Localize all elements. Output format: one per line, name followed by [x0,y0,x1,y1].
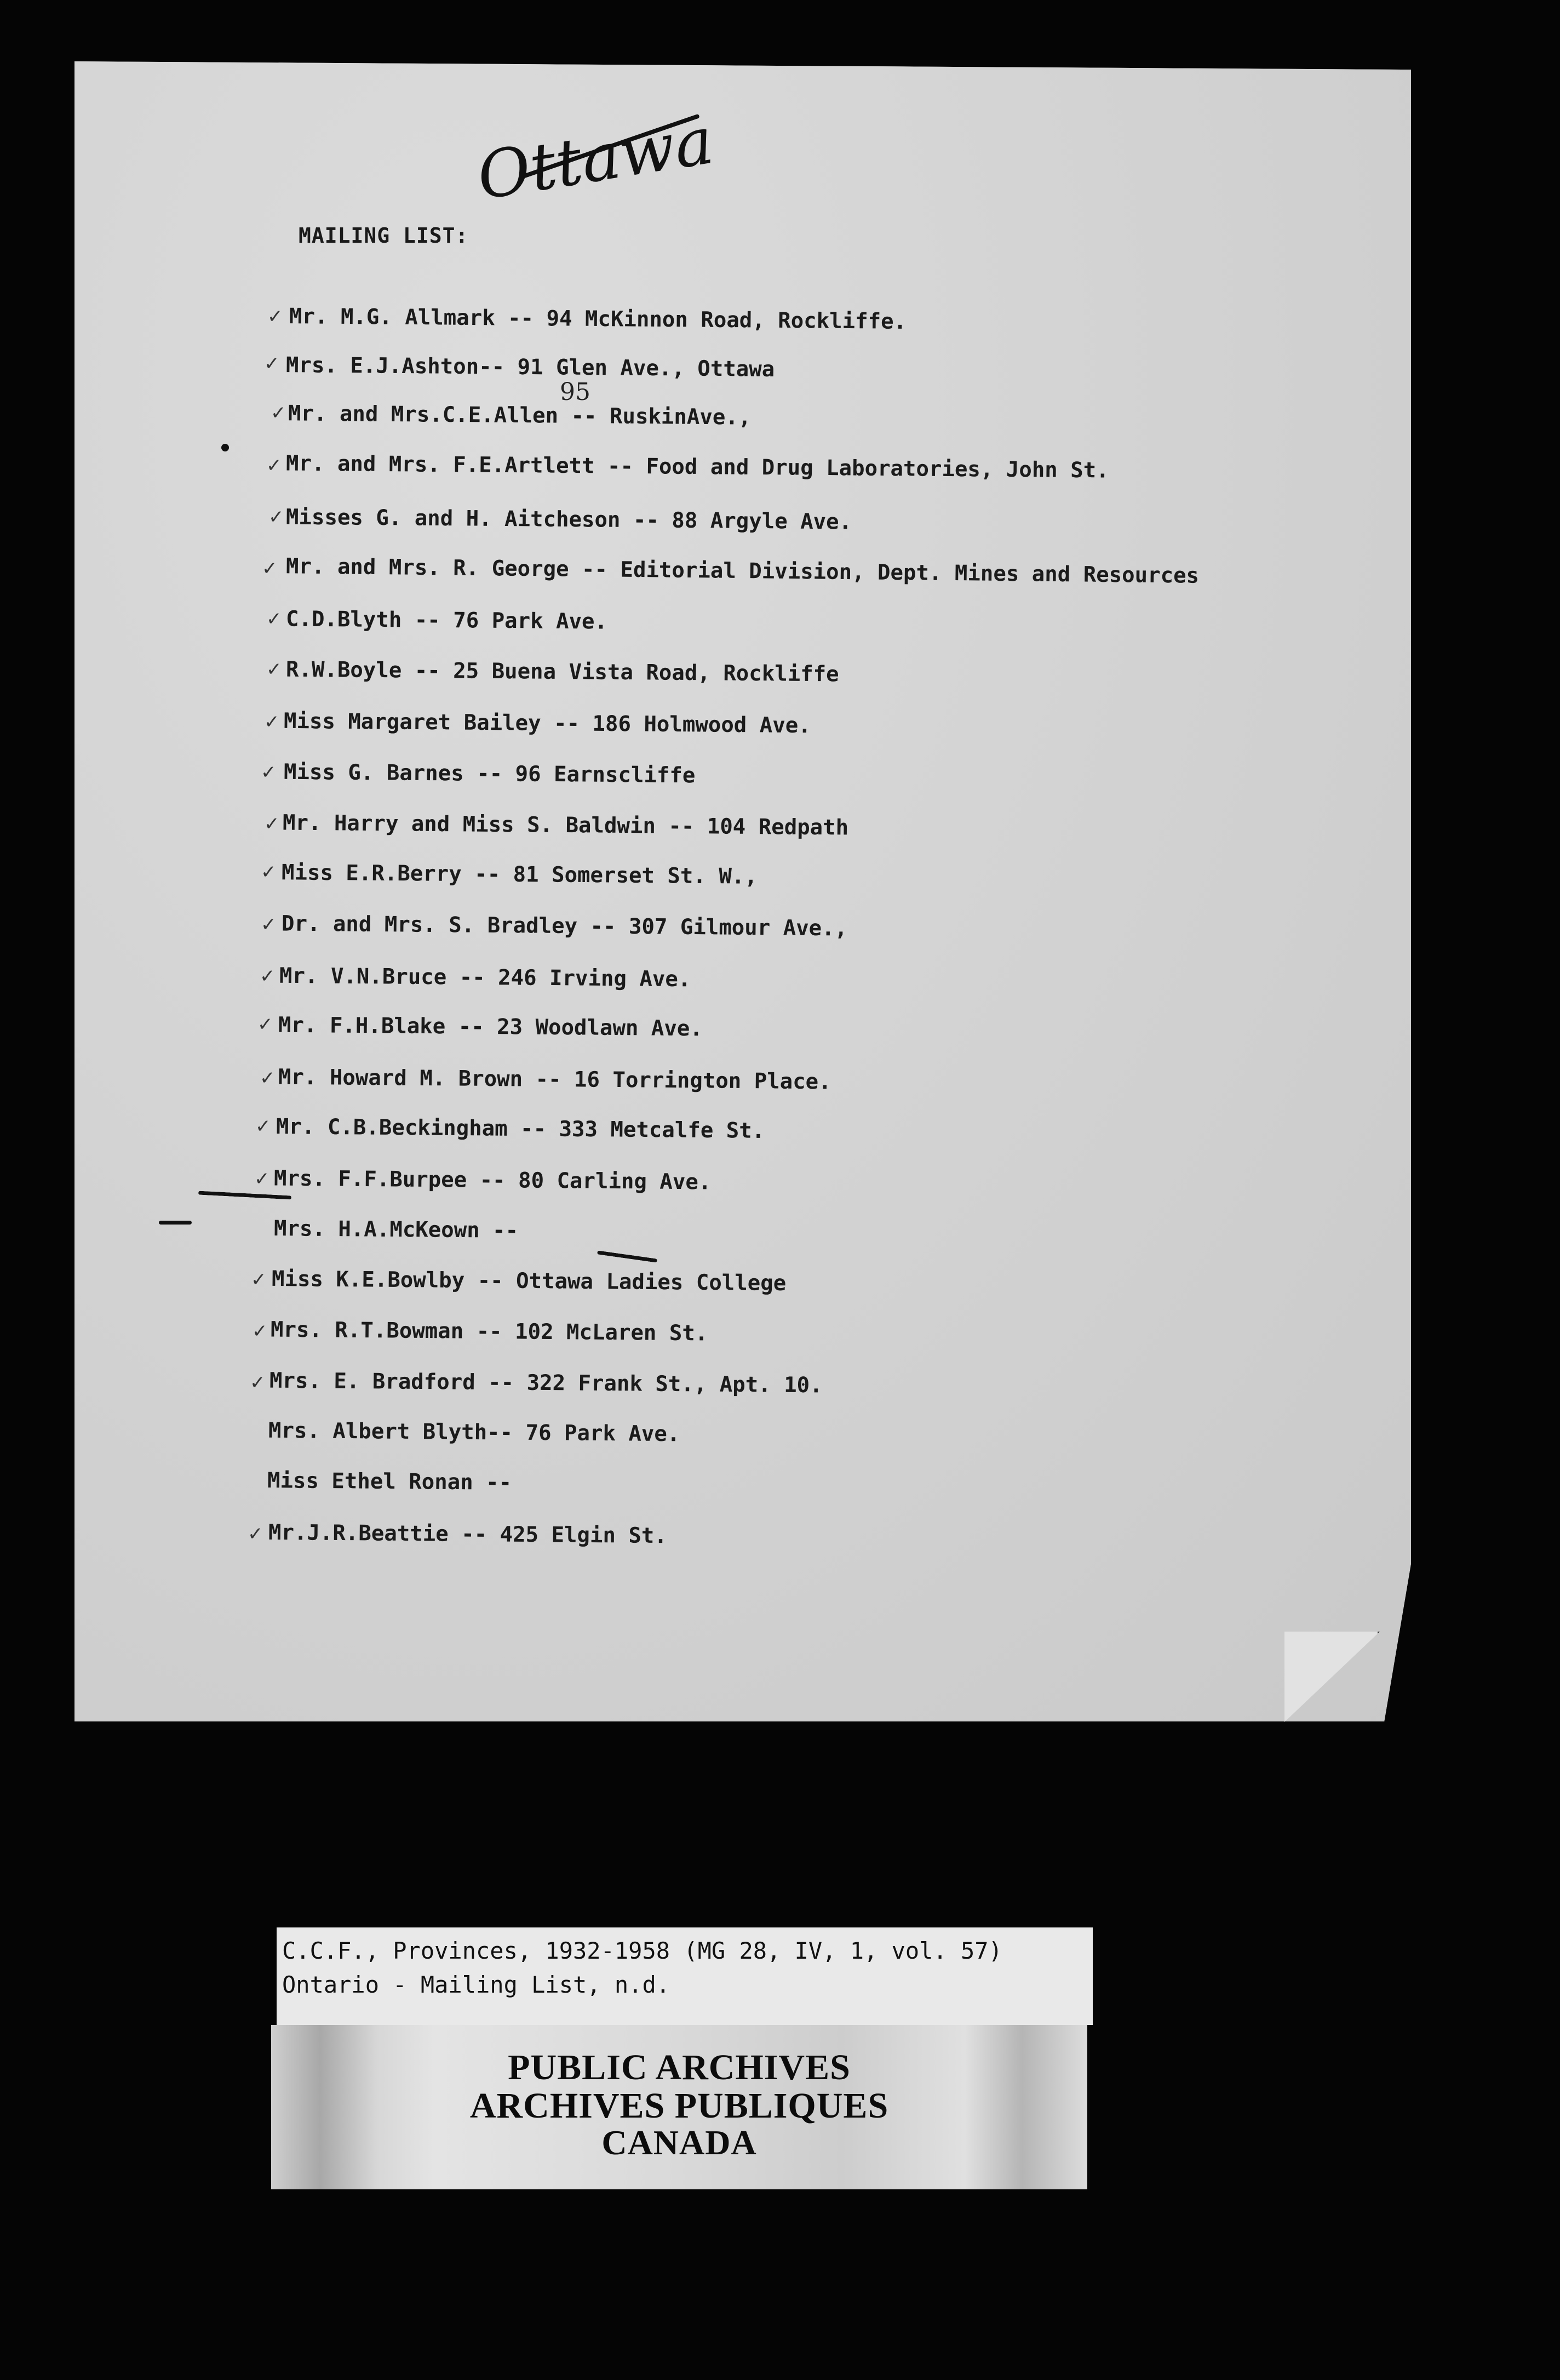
list-item: Miss K.E.Bowlby -- Ottawa Ladies College [271,1266,787,1296]
list-item: C.D.Blyth -- 76 Park Ave. [285,607,608,634]
list-item: Mrs. H.A.McKeown -- [273,1216,519,1243]
check-mark: ✓ [266,659,282,680]
check-mark: ✓ [254,1168,270,1190]
label-line-reference: C.C.F., Provinces, 1932-1958 (MG 28, IV, 1, vol. 57) [282,1937,1002,1964]
list-item: Miss Margaret Bailey -- 186 Holmwood Ave. [283,708,811,739]
check-mark: ✓ [268,506,284,528]
stamp-line-3: CANADA [601,2123,757,2162]
check-mark: ✓ [261,914,277,936]
archive-label [277,1927,1093,2025]
list-item: Mr. C.B.Beckingham -- 333 Metcalfe St. [276,1114,765,1143]
check-mark: ✓ [252,1320,268,1342]
check-mark: ✓ [267,306,283,328]
check-mark: ✓ [262,558,278,580]
list-item: Mr. F.H.Blake -- 23 Woodlawn Ave. [278,1012,703,1042]
check-mark: ✓ [264,353,280,375]
list-item: Mrs. E.J.Ashton-- 91 Glen Ave., Ottawa [285,353,775,382]
list-item: Dr. and Mrs. S. Bradley -- 307 Gilmour Ave., [281,911,848,941]
check-mark: ✓ [260,965,276,987]
check-mark: ✓ [251,1269,267,1291]
list-item: Mr. V.N.Bruce -- 246 Irving Ave. [279,963,691,992]
list-item: Mr. and Mrs. F.E.Artlett -- Food and Drug Laboratories, John St. [285,451,1109,483]
check-mark: ✓ [266,455,282,477]
list-item: Mrs. E. Bradford -- 322 Frank St., Apt. 10. [269,1368,823,1398]
check-mark: ✓ [266,608,282,630]
margin-pen-mark [159,1221,192,1225]
handwritten-insert: 95 [560,378,590,406]
check-mark: ✓ [255,1115,271,1137]
list-item: Misses G. and H. Aitcheson -- 88 Argyle Ave. [285,505,852,535]
archives-stamp [271,2025,1087,2189]
list-item: Mr. M.G. Allmark -- 94 McKinnon Road, Rockliffe. [289,304,907,334]
stamp-line-1: PUBLIC ARCHIVES [508,2047,851,2087]
check-mark: ✓ [261,861,277,883]
list-item: Mr. Howard M. Brown -- 16 Torrington Place. [278,1065,831,1095]
list-item: Mr.J.R.Beattie -- 425 Elgin St. [268,1520,668,1549]
list-item: Mrs. Albert Blyth-- 76 Park Ave. [268,1418,680,1447]
check-mark: ✓ [260,1067,276,1089]
check-mark: ✓ [257,1014,273,1035]
list-item: Miss E.R.Berry -- 81 Somerset St. W., [281,860,758,889]
check-mark: ✓ [261,762,277,783]
list-item: Mr. and Mrs. R. George -- Editorial Division, Dept. Mines and Resources [285,554,1200,588]
check-mark: ✓ [264,813,280,835]
list-item: Miss G. Barnes -- 96 Earnscliffe [283,759,696,788]
check-mark: ✓ [264,711,280,733]
stamp-line-2: ARCHIVES PUBLIQUES [469,2086,889,2126]
check-mark: ✓ [248,1523,263,1545]
check-mark: ✓ [271,402,286,424]
list-item: Miss Ethel Ronan -- [267,1468,512,1495]
list-item: Mr. and Mrs.C.E.Allen -- RuskinAve., [288,401,752,430]
list-item: Mrs. R.T.Bowman -- 102 McLaren St. [270,1317,708,1346]
list-item: Mr. Harry and Miss S. Baldwin -- 104 Redpath [282,810,849,840]
check-mark: ✓ [250,1372,266,1394]
label-line-description: Ontario - Mailing List, n.d. [282,1971,670,1998]
list-item: R.W.Boyle -- 25 Buena Vista Road, Rockliffe [285,657,839,687]
handwritten-title: Ottawa [472,102,719,215]
list-item: Mrs. F.F.Burpee -- 80 Carling Ave. [273,1166,712,1195]
margin-dot [221,444,229,451]
page-heading: MAILING LIST: [299,224,469,248]
